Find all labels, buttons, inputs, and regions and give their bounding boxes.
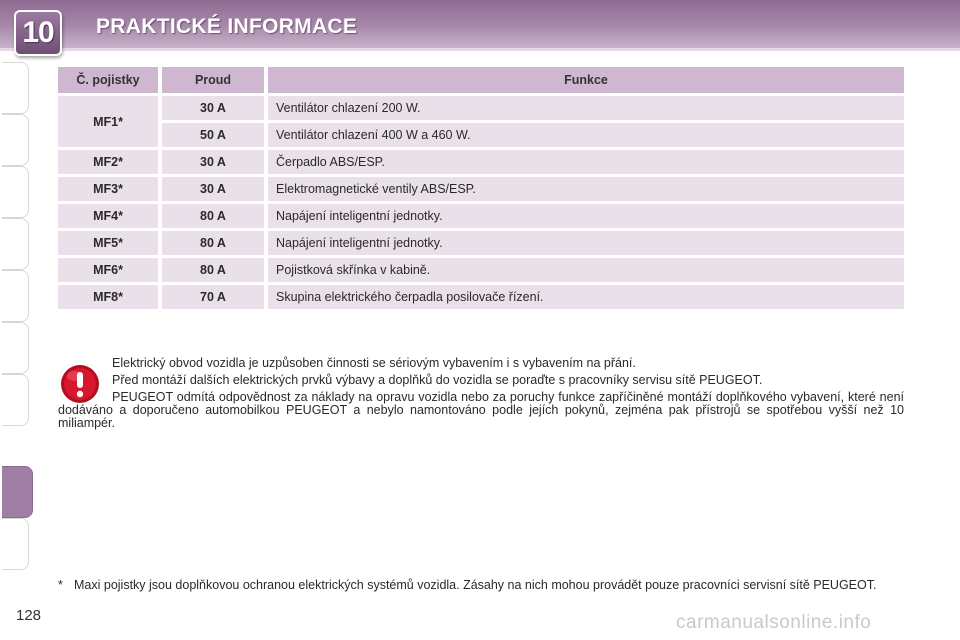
- side-tab-7[interactable]: [2, 374, 29, 426]
- function-cell: Ventilátor chlazení 400 W a 460 W.: [264, 123, 904, 147]
- side-tab-1[interactable]: [2, 62, 29, 114]
- current-cell: 50 A: [158, 123, 264, 147]
- chapter-badge: 10: [14, 10, 62, 56]
- column-header-function: Funkce: [264, 67, 904, 93]
- column-header-current: Proud: [158, 67, 264, 93]
- function-cell: Pojistková skřínka v kabině.: [264, 258, 904, 282]
- side-tab-active[interactable]: [2, 466, 33, 518]
- fuse-cell: MF3*: [58, 177, 158, 201]
- page-title: PRAKTICKÉ INFORMACE: [96, 15, 358, 38]
- current-cell: 80 A: [158, 204, 264, 228]
- header-divider: [0, 48, 960, 51]
- table-row: [58, 231, 904, 255]
- fuse-cell: MF5*: [58, 231, 158, 255]
- function-cell: Čerpadlo ABS/ESP.: [264, 150, 904, 174]
- current-cell: 70 A: [158, 285, 264, 309]
- notice-paragraph-2: Před montáží dalších elektrických prvků výbavy a doplňků do vozidla se poraďte s pracovníky servisu sítě PEUGEOT.: [112, 373, 763, 387]
- table-row: [58, 96, 904, 120]
- footnote-text: Maxi pojistky jsou doplňkovou ochranou elektrických systémů vozidla. Zásahy na nich mohou provádět pouze pracovníci servisní sítě PEUGEOT.: [74, 578, 877, 592]
- function-cell: Ventilátor chlazení 200 W.: [264, 96, 904, 120]
- side-tab-5[interactable]: [2, 270, 29, 322]
- current-cell: 80 A: [158, 258, 264, 282]
- notice-paragraph-3: [58, 391, 904, 430]
- current-cell: 80 A: [158, 231, 264, 255]
- page-number: 128: [16, 607, 42, 624]
- current-cell: 30 A: [158, 96, 264, 120]
- side-tab-6[interactable]: [2, 322, 29, 374]
- table-row: [58, 285, 904, 309]
- side-tab-4[interactable]: [2, 218, 29, 270]
- watermark: carmanualsonline.info: [676, 612, 872, 633]
- footnote: [58, 578, 904, 592]
- function-cell: Napájení inteligentní jednotky.: [264, 231, 904, 255]
- table-row: [58, 258, 904, 282]
- table-row: [58, 204, 904, 228]
- fuse-cell: MF6*: [58, 258, 158, 282]
- footnote-marker: *: [58, 578, 63, 592]
- table-row: [58, 123, 904, 147]
- table-header-row: [58, 67, 904, 93]
- table-row: [58, 177, 904, 201]
- column-header-fuse: Č. pojistky: [58, 67, 158, 93]
- fuse-cell: MF8*: [58, 285, 158, 309]
- current-cell: 30 A: [158, 177, 264, 201]
- fuse-table: [58, 64, 904, 312]
- side-tab-9[interactable]: [2, 518, 29, 570]
- function-cell: Napájení inteligentní jednotky.: [264, 204, 904, 228]
- fuse-cell: MF2*: [58, 150, 158, 174]
- notice-paragraph-1: Elektrický obvod vozidla je uzpůsoben činnosti se sériovým vybavením i s vybavením na přání.: [112, 356, 636, 370]
- side-tab-2[interactable]: [2, 114, 29, 166]
- side-tab-3[interactable]: [2, 166, 29, 218]
- current-cell: 30 A: [158, 150, 264, 174]
- notice-block: [58, 357, 904, 434]
- table-row: [58, 150, 904, 174]
- function-cell: Skupina elektrického čerpadla posilovače řízení.: [264, 285, 904, 309]
- fuse-cell: MF4*: [58, 204, 158, 228]
- function-cell: Elektromagnetické ventily ABS/ESP.: [264, 177, 904, 201]
- side-tabs: [0, 62, 34, 582]
- fuse-cell: MF1*: [58, 96, 158, 147]
- notice-paragraph-3-text: PEUGEOT odmítá odpovědnost za náklady na opravu vozidla nebo za poruchy funkce zapříčiněné montáží doplňkového vybavení, které není dodáváno a doporučeno automobilkou PEUGEOT a nebylo namontováno podle jejích pokynů, zejména pak přístrojů se spotřebou vyšší než 10 miliampér.: [58, 390, 904, 430]
